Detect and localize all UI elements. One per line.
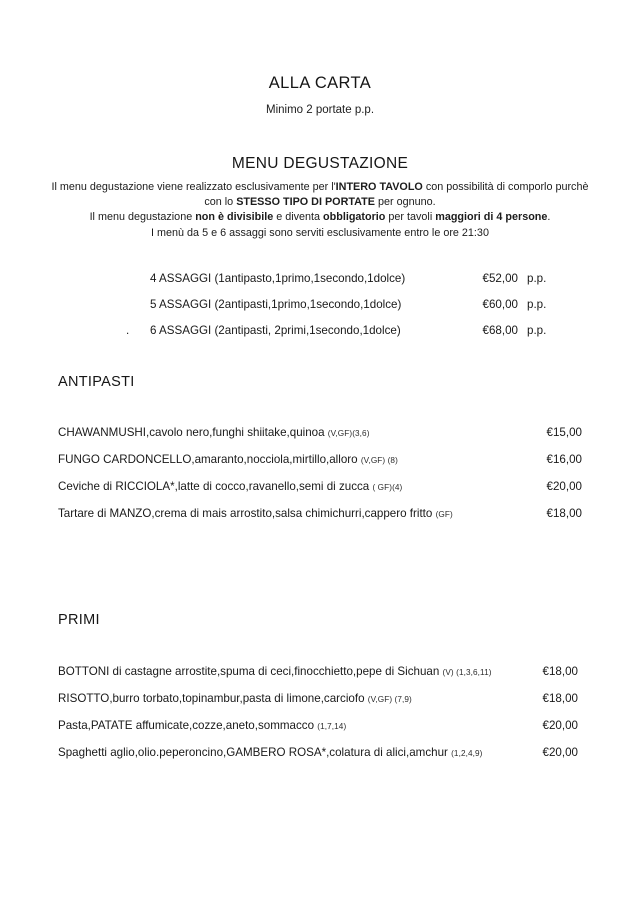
tasting-option-price: €68,00: [482, 324, 518, 337]
note-line2-bold1: non è divisibile: [195, 211, 274, 224]
note-line1-part2: con possibilità di comporlo purchè con lo: [204, 181, 589, 209]
tasting-option-marker: .: [126, 324, 130, 337]
menu-item-allergens: (1,2,4,9): [451, 749, 483, 758]
menu-item-name: Tartare di MANZO,crema di mais arrostito,salsa chimichurri,cappero fritto: [58, 507, 433, 520]
menu-item-row: [58, 507, 582, 534]
menu-item-description: [58, 426, 370, 439]
menu-item-allergens: ( GF)(4): [372, 483, 403, 492]
menu-item-name: CHAWANMUSHI,cavolo nero,funghi shiitake,quinoa: [58, 426, 325, 439]
menu-item-row: [58, 719, 582, 746]
menu-item-description: [58, 746, 483, 759]
tasting-option-label: 5 ASSAGGI (2antipasti,1primo,1secondo,1dolce): [150, 298, 402, 311]
menu-item-row: [58, 692, 582, 719]
note-line2-part2: e diventa: [273, 211, 324, 224]
menu-item-row: [58, 746, 582, 773]
note-line2-bold2: obbligatorio: [323, 211, 386, 224]
menu-item-description: [58, 719, 346, 732]
tasting-option-row: [0, 324, 640, 350]
menu-item-price: €18,00: [546, 507, 582, 520]
menu-item-row: [58, 480, 582, 507]
menu-item-name: Ceviche di RICCIOLA*,latte di cocco,ravanello,semi di zucca: [58, 480, 370, 493]
note-line2-part4: .: [547, 211, 551, 224]
menu-item-name: Spaghetti aglio,olio.peperoncino,GAMBERO ROSA*,colatura di alici,amchur: [58, 746, 448, 759]
menu-item-allergens: (V,GF) (8): [360, 456, 398, 465]
primi-items: [58, 665, 582, 773]
menu-item-allergens: (1,7,14): [317, 722, 347, 731]
menu-item-description: [58, 692, 412, 705]
section-title-primi: PRIMI: [58, 612, 100, 628]
note-line1-part1: Il menu degustazione viene realizzato esclusivamente per l': [51, 181, 336, 193]
menu-item-allergens: (V,GF) (7,9): [367, 695, 412, 704]
page-subtitle: Minimo 2 portate p.p.: [265, 104, 375, 116]
note-line1-bold1: INTERO TAVOLO: [335, 181, 423, 193]
menu-item-description: [58, 453, 398, 466]
menu-item-description: [58, 665, 492, 678]
menu-item-description: [58, 480, 402, 493]
menu-item-row: [58, 665, 582, 692]
menu-item-price: €18,00: [542, 692, 578, 705]
menu-item-price: €20,00: [542, 719, 578, 732]
note-line2-part3: per tavoli: [385, 211, 436, 224]
menu-item-description: [58, 507, 453, 520]
tasting-menu-options: [0, 272, 640, 350]
tasting-option-unit: p.p.: [527, 298, 547, 311]
note-line3: I menù da 5 e 6 assaggi sono serviti esclusivamente entro le ore 21:30: [151, 226, 489, 239]
menu-item-price: €20,00: [546, 480, 582, 493]
menu-item-name: RISOTTO,burro torbato,topinambur,pasta di limone,carciofo: [58, 692, 365, 705]
tasting-option-price: €52,00: [482, 272, 518, 285]
tasting-option-unit: p.p.: [527, 324, 547, 337]
menu-item-price: €18,00: [542, 665, 578, 678]
note-line2-part1: Il menu degustazione: [89, 211, 196, 224]
menu-item-price: €15,00: [546, 426, 582, 439]
menu-item-row: [58, 453, 582, 480]
menu-item-name: Pasta,PATATE affumicate,cozze,aneto,sommacco: [58, 719, 315, 732]
tasting-menu-note: [50, 180, 590, 241]
antipasti-items: [58, 426, 582, 534]
tasting-option-label: 4 ASSAGGI (1antipasto,1primo,1secondo,1dolce): [150, 272, 406, 285]
tasting-option-label: 6 ASSAGGI (2antipasti, 2primi,1secondo,1dolce): [150, 324, 401, 337]
tasting-menu-title: MENU DEGUSTAZIONE: [231, 155, 409, 172]
note-line2-bold3: maggiori di 4 persone: [435, 211, 548, 224]
note-line1-part3: per ognuno.: [374, 196, 436, 209]
menu-item-name: FUNGO CARDONCELLO,amaranto,nocciola,mirtillo,alloro: [58, 453, 358, 466]
menu-item-name: BOTTONI di castagne arrostite,spuma di ceci,finocchietto,pepe di Sichuan: [58, 665, 440, 678]
tasting-option-price: €60,00: [482, 298, 518, 311]
menu-item-price: €16,00: [546, 453, 582, 466]
section-title-antipasti: ANTIPASTI: [58, 374, 135, 390]
tasting-option-unit: p.p.: [527, 272, 547, 285]
menu-item-allergens: (V) (1,3,6,11): [442, 668, 492, 677]
note-line1-bold2: STESSO TIPO DI PORTATE: [236, 196, 375, 209]
tasting-option-row: [0, 298, 640, 324]
menu-item-row: [58, 426, 582, 453]
tasting-option-row: [0, 272, 640, 298]
menu-item-allergens: (GF): [435, 510, 453, 519]
menu-item-allergens: (V,GF)(3,6): [327, 429, 370, 438]
page-title: ALLA CARTA: [268, 74, 372, 92]
menu-item-price: €20,00: [542, 746, 578, 759]
